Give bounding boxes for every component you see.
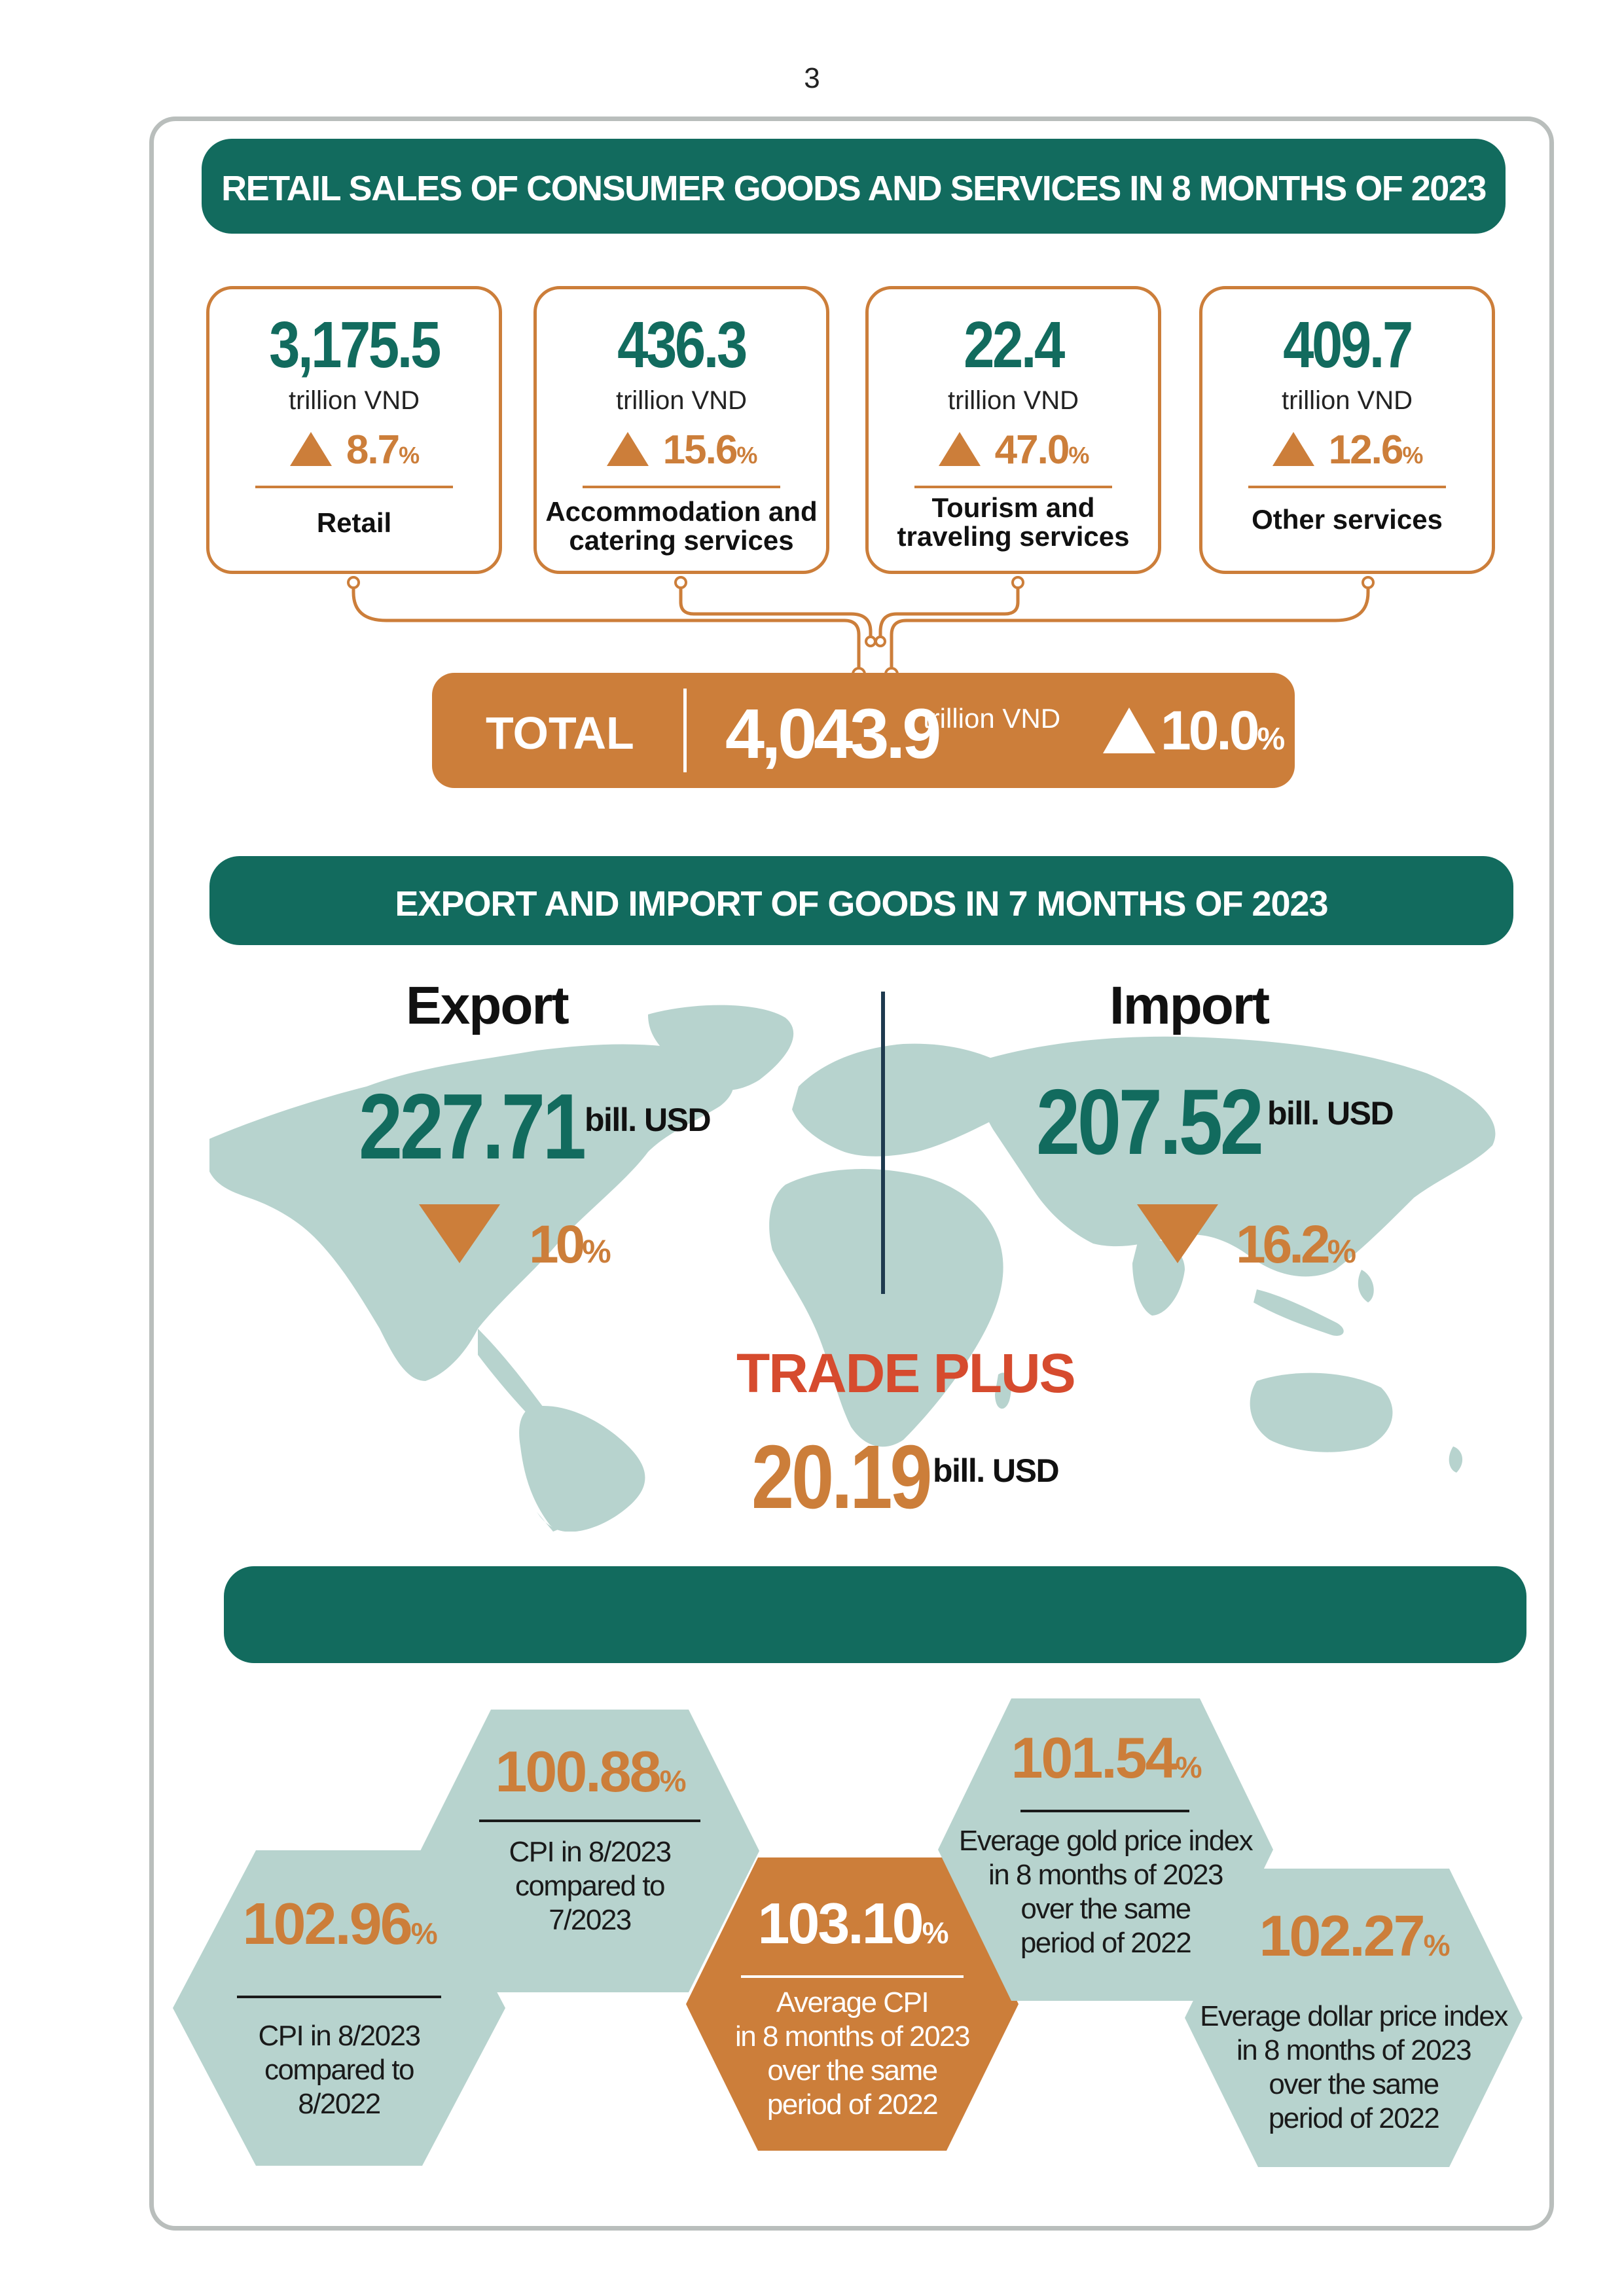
cpi-yoy-text: CPI in 8/2023 compared to 8/2022	[258, 2020, 420, 2120]
retail-total-box	[432, 673, 1295, 788]
gold-index-text: Everage gold price index in 8 months of 2023 over the same period of 2022	[958, 1825, 1253, 1959]
up-triangle-icon	[939, 432, 981, 466]
cpi-mom-text: CPI in 8/2023 compared to 7/2023	[509, 1836, 671, 1936]
divider	[479, 1820, 700, 1822]
total-value: 4,043.9	[725, 694, 939, 773]
retail-card	[206, 286, 502, 574]
retail-growth: 8.7%	[209, 427, 499, 473]
trade-plus-unit: bill. USD	[933, 1452, 1059, 1489]
cpi-section-banner	[224, 1566, 1526, 1663]
trade-plus-label: TRADE PLUS	[736, 1342, 1075, 1404]
retail-value: 3,175.5	[269, 308, 439, 382]
tourism-growth: 47.0%	[869, 427, 1158, 473]
dollar-index-text: Everage dollar price index in 8 months of 2023 over the same period of 2022	[1200, 2000, 1507, 2134]
trade-plus-value: 20.19	[751, 1427, 930, 1528]
total-unit: trillion VND	[923, 703, 1061, 734]
cpi-yoy-value: 102.96%	[242, 1892, 436, 1957]
total-divider	[683, 689, 687, 772]
divider	[1248, 486, 1446, 488]
divider	[583, 486, 780, 488]
tourism-value: 22.4	[964, 308, 1063, 382]
other-services-label: Other services	[1252, 504, 1443, 535]
divider	[914, 486, 1112, 488]
dollar-index-value: 102.27%	[1259, 1903, 1449, 1968]
cpi-average-text: Average CPI in 8 months of 2023 over the same period of 2022	[735, 1986, 969, 2121]
divider	[741, 1975, 964, 1978]
other-services-value: 409.7	[1283, 308, 1411, 382]
cpi-mom-value: 100.88%	[495, 1739, 685, 1804]
divider	[1020, 1810, 1189, 1812]
total-growth: 10.0%	[1103, 699, 1282, 762]
down-triangle-icon	[1137, 1204, 1218, 1263]
import-label: Import	[1110, 976, 1269, 1035]
other-services-growth: 12.6%	[1202, 427, 1492, 473]
up-triangle-icon	[1272, 432, 1314, 466]
other-services-unit: trillion VND	[1281, 386, 1413, 415]
retail-connector-lines	[327, 569, 1440, 687]
import-unit: bill. USD	[1267, 1095, 1394, 1132]
down-triangle-icon	[419, 1204, 500, 1263]
divider	[255, 486, 453, 488]
accommodation-value: 436.3	[617, 308, 746, 382]
up-triangle-icon	[290, 432, 332, 466]
export-change: 10%	[529, 1215, 608, 1274]
accommodation-unit: trillion VND	[615, 386, 748, 415]
export-unit: bill. USD	[585, 1102, 711, 1138]
tourism-unit: trillion VND	[947, 386, 1079, 415]
retail-section-banner	[202, 139, 1506, 234]
gold-index-value: 101.54%	[1011, 1725, 1200, 1790]
accommodation-card	[533, 286, 829, 574]
retail-label: Retail	[316, 507, 392, 538]
trade-section-title: EXPORT AND IMPORT OF GOODS IN 7 MONTHS OF 2023	[395, 884, 1328, 924]
retail-section-title: RETAIL SALES OF CONSUMER GOODS AND SERVICES IN 8 MONTHS OF 2023	[221, 169, 1486, 208]
tourism-card	[865, 286, 1161, 574]
trade-section-banner	[209, 856, 1513, 945]
cpi-average-value: 103.10%	[757, 1891, 947, 1956]
tourism-label: Tourism and traveling services	[897, 492, 1130, 552]
retail-unit: trillion VND	[288, 386, 420, 415]
trade-divider-line	[881, 992, 885, 1294]
page-number: 3	[804, 62, 820, 94]
export-label: Export	[406, 976, 568, 1035]
up-triangle-icon	[1103, 708, 1155, 753]
accommodation-growth: 15.6%	[537, 427, 826, 473]
dollar-index-hexagon	[1185, 1869, 1523, 2167]
import-change: 16.2%	[1236, 1215, 1354, 1274]
up-triangle-icon	[607, 432, 649, 466]
export-value: 227.71	[359, 1075, 584, 1179]
divider	[237, 1996, 441, 1998]
accommodation-label: Accommodation and catering services	[545, 496, 818, 556]
total-label: TOTAL	[486, 708, 634, 759]
import-value: 207.52	[1036, 1070, 1261, 1174]
other-services-card	[1199, 286, 1495, 574]
